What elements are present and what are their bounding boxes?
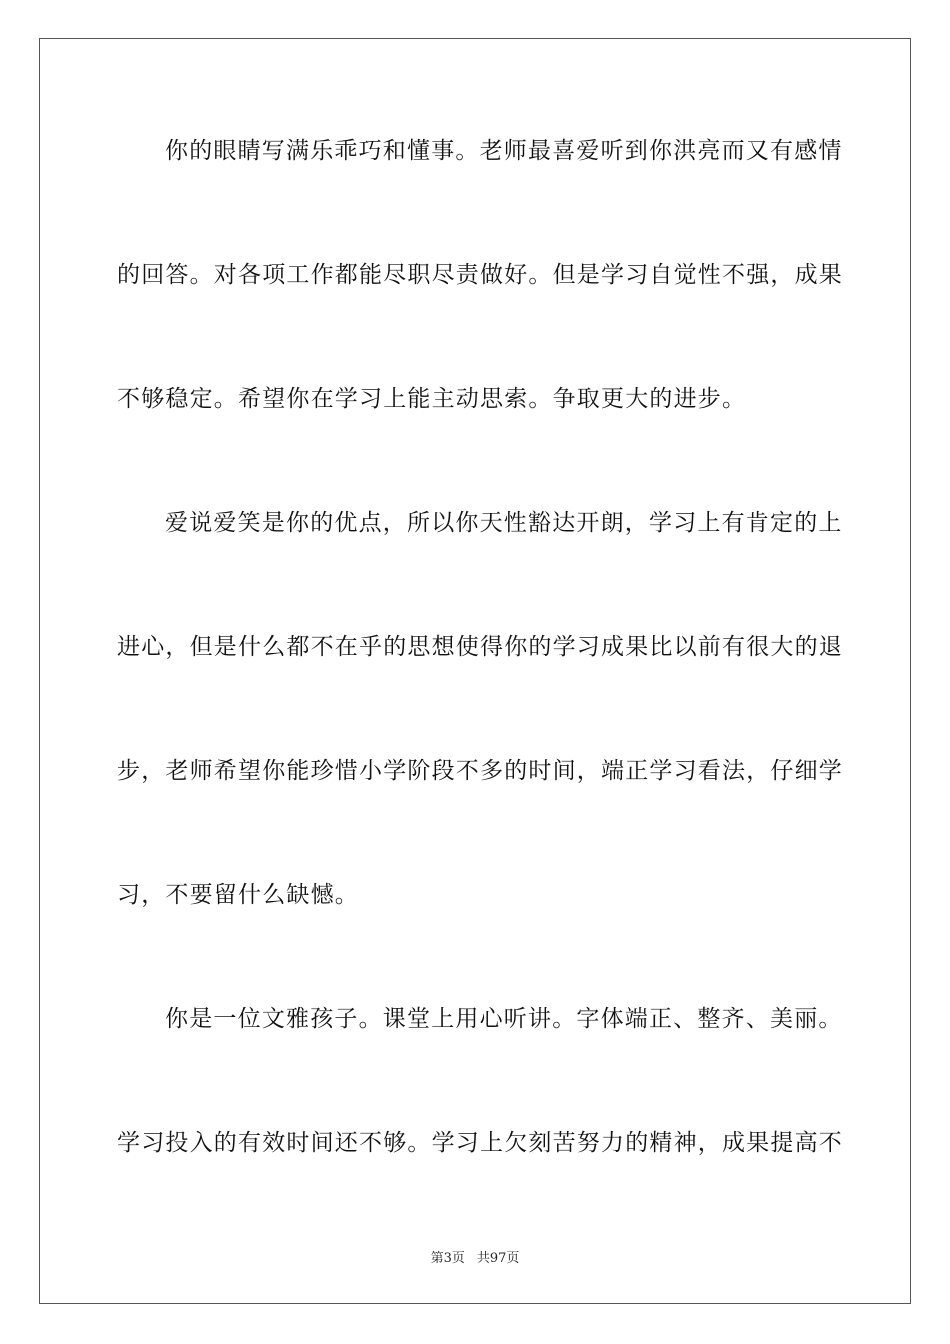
paragraph-1-line-3: 不够稳定。希望你在学习上能主动思索。争取更大的进步。 xyxy=(117,386,747,412)
paragraph-3-line-1: 你是一位文雅孩子。课堂上用心听讲。字体端正、整齐、美丽。 xyxy=(165,1006,843,1032)
paragraph-1-line-1: 你的眼睛写满乐乖巧和懂事。老师最喜爱听到你洪亮而又有感情 xyxy=(165,138,843,164)
paragraph-3-line-2: 学习投入的有效时间还不够。学习上欠刻苦努力的精神，成果提高不 xyxy=(117,1130,843,1156)
page-border xyxy=(39,38,911,1304)
paragraph-2-line-1: 爱说爱笑是你的优点，所以你天性豁达开朗，学习上有肯定的上 xyxy=(165,510,843,536)
paragraph-1-line-2: 的回答。对各项工作都能尽职尽责做好。但是学习自觉性不强，成果 xyxy=(117,262,843,288)
page-number: 第3页 xyxy=(430,1251,465,1266)
paragraph-2-line-4: 习，不要留什么缺憾。 xyxy=(117,882,359,908)
paragraph-2-line-3: 步，老师希望你能珍惜小学阶段不多的时间，端正学习看法，仔细学 xyxy=(117,758,843,784)
total-pages: 共97页 xyxy=(476,1251,520,1266)
page-footer xyxy=(0,1247,950,1266)
paragraph-2-line-2: 进心，但是什么都不在乎的思想使得你的学习成果比以前有很大的退 xyxy=(117,634,843,660)
